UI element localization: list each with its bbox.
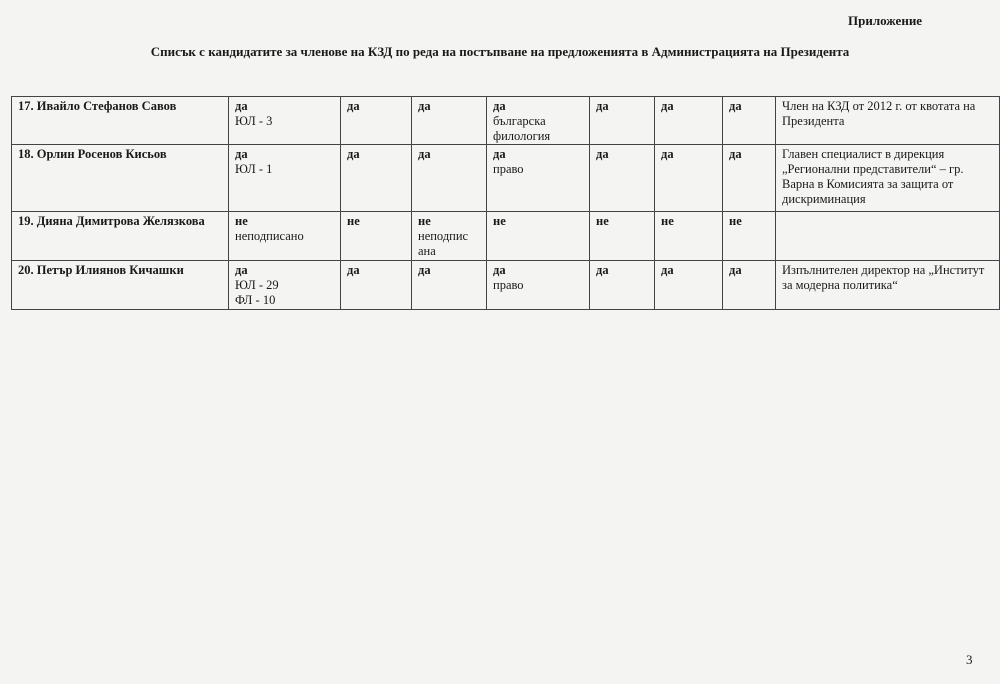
annex-label: Приложение	[848, 13, 923, 28]
table-row	[12, 261, 1000, 310]
table-cell: да	[412, 97, 487, 145]
table-cell: да	[655, 145, 723, 212]
document-title: Списък с кандидатите за членове на КЗД по реда на постъпване на предложенията в Администрацията на Президента	[150, 44, 850, 59]
table-cell: да	[412, 145, 487, 212]
note-cell: Изпълнителен директор на „Институт за модерна политика“	[776, 261, 1000, 310]
table-cell: не	[655, 212, 723, 261]
table-cell: да	[655, 261, 723, 310]
table-cell: не неподписано	[229, 212, 341, 261]
candidate-name: 20. Петър Илиянов Кичашки	[12, 261, 229, 310]
table-cell: да	[723, 97, 776, 145]
table-cell: да	[412, 261, 487, 310]
table-cell: не	[590, 212, 655, 261]
table-cell: да	[723, 145, 776, 212]
table-row	[12, 145, 1000, 212]
table-cell: да	[590, 97, 655, 145]
table-cell: не	[487, 212, 590, 261]
table-row	[12, 97, 1000, 145]
table-cell: да ЮЛ - 1	[229, 145, 341, 212]
table-cell: да	[341, 261, 412, 310]
candidate-name: 19. Дияна Димитрова Желязкова	[12, 212, 229, 261]
table-cell: да ЮЛ - 3	[229, 97, 341, 145]
table-row	[12, 212, 1000, 261]
table-cell: да право	[487, 145, 590, 212]
table-cell: да ЮЛ - 29 ФЛ - 10	[229, 261, 341, 310]
table-cell: да българска филология	[487, 97, 590, 145]
candidate-name: 18. Орлин Росенов Кисьов	[12, 145, 229, 212]
table-cell: да	[341, 97, 412, 145]
candidates-table	[11, 96, 1000, 310]
table-cell: не неподпис ана	[412, 212, 487, 261]
table-cell: не	[341, 212, 412, 261]
table-cell: не	[723, 212, 776, 261]
note-cell: Главен специалист в дирекция „Регионални представители“ – гр. Варна в Комисията за защита от дискриминация	[776, 145, 1000, 212]
candidate-name: 17. Ивайло Стефанов Савов	[12, 97, 229, 145]
table-cell: да	[590, 145, 655, 212]
table-cell: да	[655, 97, 723, 145]
table-cell: да право	[487, 261, 590, 310]
note-cell	[776, 212, 1000, 261]
note-cell: Член на КЗД от 2012 г. от квотата на Президента	[776, 97, 1000, 145]
table-cell: да	[723, 261, 776, 310]
table-cell: да	[590, 261, 655, 310]
table-cell: да	[341, 145, 412, 212]
page-number: 3	[966, 652, 973, 667]
